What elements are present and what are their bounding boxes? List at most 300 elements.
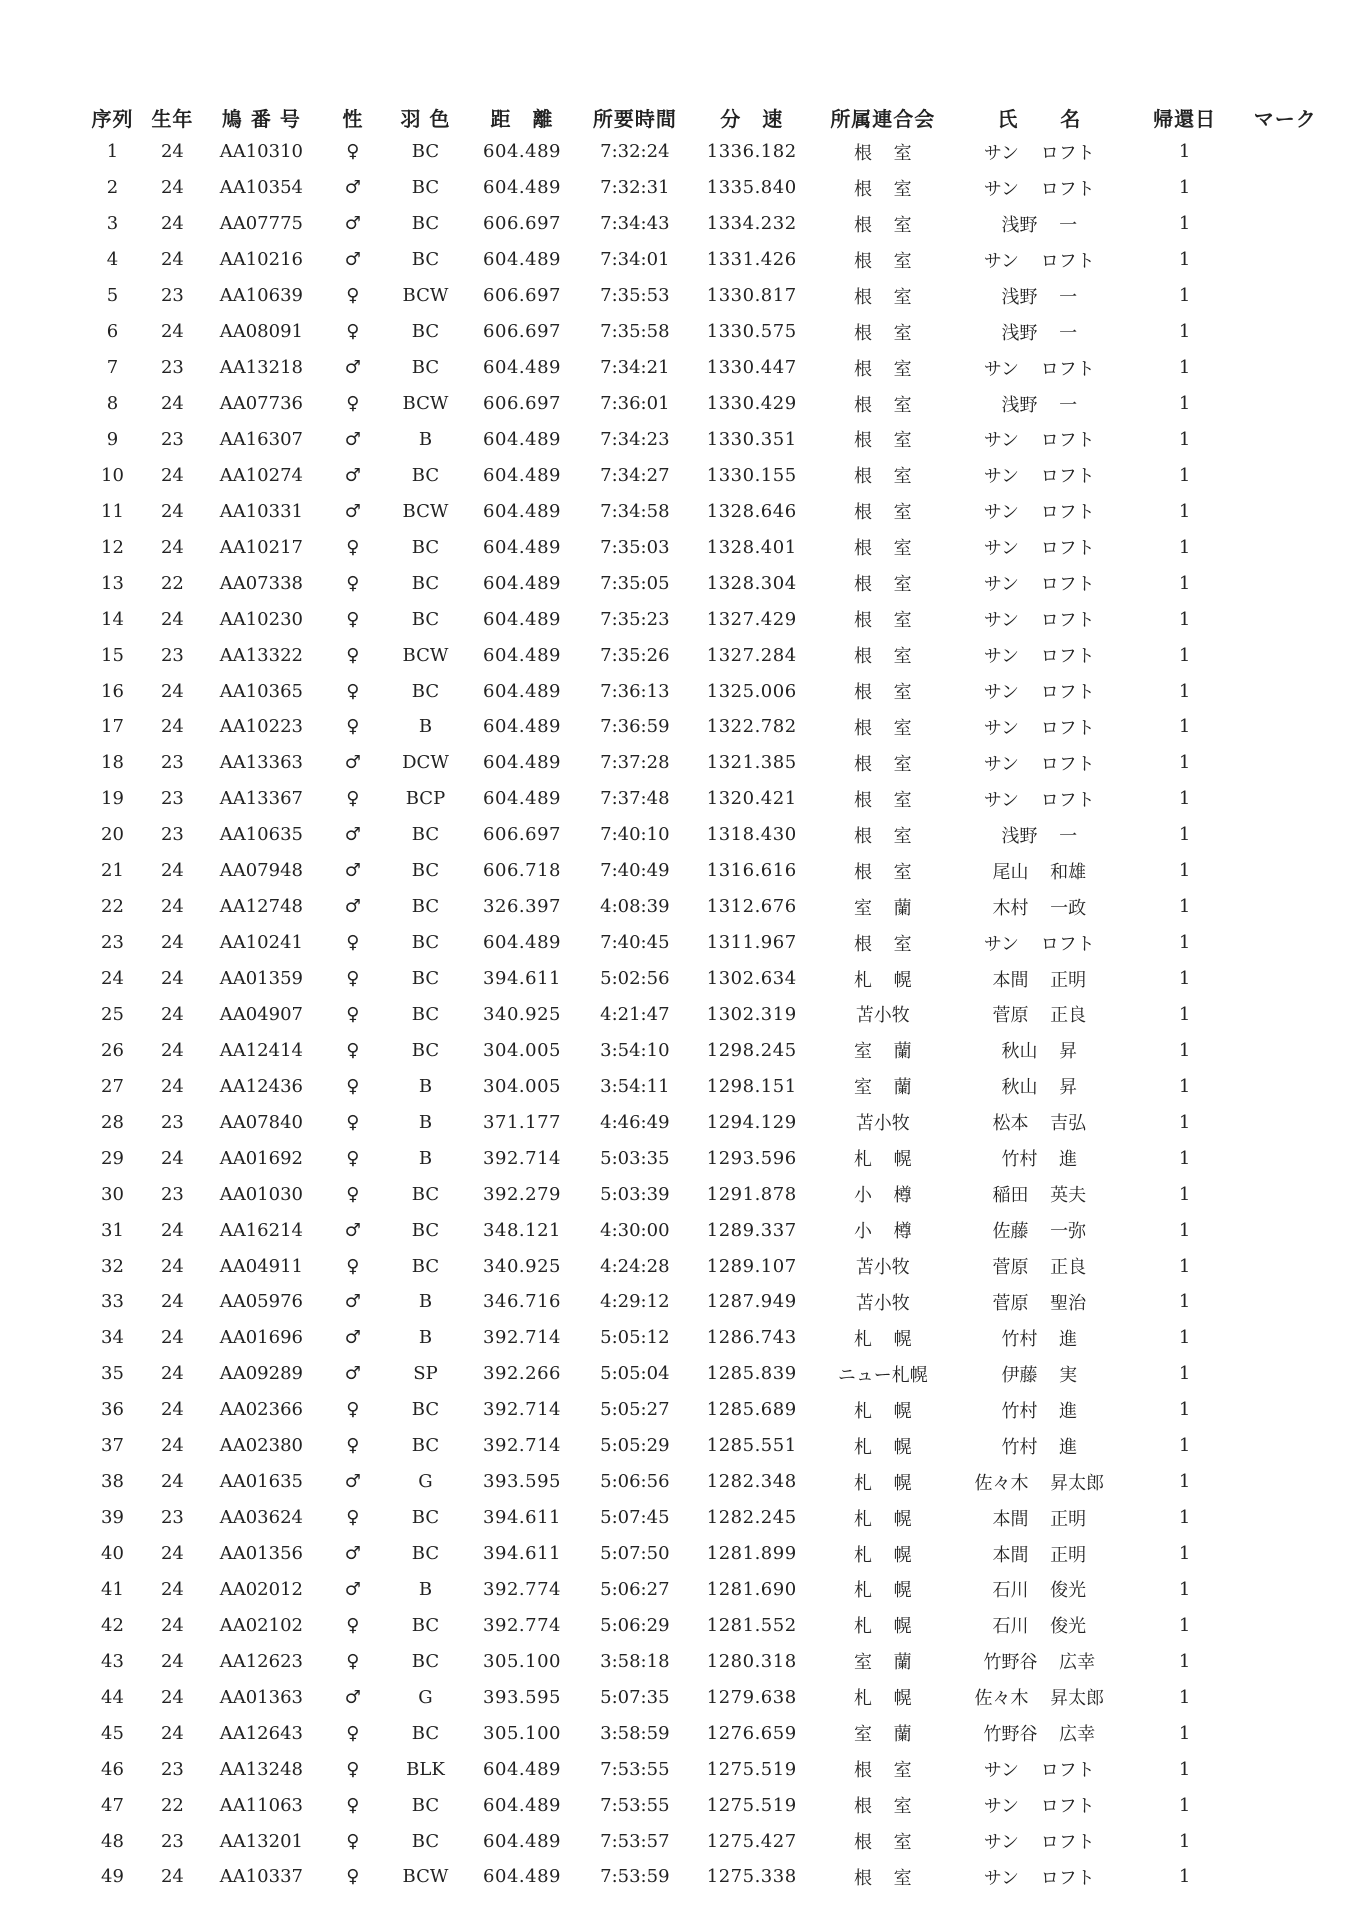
- distance-cell: 606.718: [483, 860, 561, 882]
- owner-name-cell: 稲田 英夫: [992, 1185, 1087, 1207]
- color-cell: BC: [411, 141, 440, 163]
- rank-cell: 22: [101, 896, 124, 918]
- mark-cell: [1245, 1032, 1326, 1068]
- color-cell: BC: [411, 1722, 440, 1744]
- federation-cell: 札 幌: [853, 1436, 912, 1458]
- band-number-cell: AA04907: [219, 1003, 303, 1025]
- color-cell: BC: [411, 1794, 440, 1816]
- table-row: [82, 1679, 1326, 1715]
- owner-name-cell: 佐々木 昇太郎: [974, 1688, 1105, 1710]
- band-number-cell: AA13322: [219, 644, 303, 666]
- band-number-cell: AA01030: [219, 1183, 303, 1205]
- return-day-cell: 1: [1178, 860, 1191, 882]
- return-day-cell: 1: [1178, 1866, 1191, 1888]
- rank-cell: 5: [106, 285, 119, 307]
- sex-cell: ♀: [346, 1758, 360, 1780]
- color-cell: BC: [411, 1039, 440, 1061]
- federation-cell: 小 樽: [853, 1185, 912, 1207]
- federation-cell: 根 室: [853, 1796, 912, 1818]
- speed-cell: 1330.429: [706, 393, 797, 415]
- owner-name-cell: 竹野谷 広幸: [983, 1724, 1096, 1746]
- owner-name-cell: 竹村 進: [1001, 1436, 1078, 1458]
- mark-cell: [1245, 1859, 1326, 1895]
- birth-year-cell: 24: [160, 213, 184, 235]
- color-cell: BC: [411, 1399, 440, 1421]
- band-number-cell: AA01359: [219, 968, 303, 990]
- speed-cell: 1335.840: [706, 177, 797, 199]
- band-number-cell: AA07775: [219, 213, 303, 235]
- federation-cell: 室 蘭: [853, 1652, 912, 1674]
- band-number-cell: AA12436: [219, 1075, 303, 1097]
- flight-time-cell: 7:36:01: [600, 393, 670, 415]
- birth-year-cell: 24: [160, 1363, 184, 1385]
- color-cell: BC: [411, 572, 440, 594]
- rank-cell: 36: [101, 1399, 124, 1421]
- color-cell: BC: [411, 680, 440, 702]
- table-row: [82, 1464, 1326, 1500]
- owner-name-cell: 石川 俊光: [992, 1616, 1087, 1638]
- table-row: [82, 745, 1326, 781]
- return-day-cell: 1: [1178, 464, 1191, 486]
- mark-cell: [1245, 134, 1326, 170]
- flight-time-cell: 7:34:43: [600, 213, 670, 235]
- federation-cell: 室 蘭: [853, 1077, 912, 1099]
- mark-cell: [1245, 350, 1326, 386]
- sex-cell: ♀: [346, 680, 360, 702]
- speed-cell: 1291.878: [706, 1183, 797, 1205]
- mark-cell: [1245, 1787, 1326, 1823]
- owner-name-cell: 秋山 昇: [1001, 1077, 1078, 1099]
- table-row: [82, 781, 1326, 817]
- distance-cell: 604.489: [483, 788, 561, 810]
- color-cell: BLK: [406, 1758, 445, 1780]
- mark-cell: [1245, 1176, 1326, 1212]
- color-cell: BC: [411, 1219, 440, 1241]
- mark-cell: [1245, 422, 1326, 458]
- header-mark: マーク: [1253, 106, 1317, 131]
- return-day-cell: 1: [1178, 896, 1191, 918]
- return-day-cell: 1: [1178, 1075, 1191, 1097]
- band-number-cell: AA10635: [219, 824, 303, 846]
- owner-name-cell: 菅原 正良: [992, 1257, 1087, 1279]
- header-rank: 序列: [91, 106, 134, 131]
- band-number-cell: AA10337: [219, 1866, 303, 1888]
- return-day-cell: 1: [1178, 249, 1191, 271]
- distance-cell: 340.925: [483, 1255, 561, 1277]
- flight-time-cell: 7:35:23: [600, 608, 670, 630]
- speed-cell: 1287.949: [706, 1291, 797, 1313]
- distance-cell: 604.489: [483, 608, 561, 630]
- sex-cell: ♀: [346, 536, 360, 558]
- mark-cell: [1245, 1248, 1326, 1284]
- return-day-cell: 1: [1178, 1722, 1191, 1744]
- table-row: [82, 1140, 1326, 1176]
- band-number-cell: AA10223: [219, 716, 303, 738]
- birth-year-cell: 24: [160, 321, 184, 343]
- distance-cell: 604.489: [483, 464, 561, 486]
- flight-time-cell: 5:07:35: [600, 1686, 670, 1708]
- return-day-cell: 1: [1178, 1686, 1191, 1708]
- sex-cell: ♂: [344, 1543, 361, 1565]
- color-cell: B: [418, 1075, 433, 1097]
- sex-cell: ♂: [344, 464, 361, 486]
- rank-cell: 30: [101, 1183, 124, 1205]
- rank-cell: 8: [106, 393, 119, 415]
- federation-cell: 札 幌: [853, 1616, 912, 1638]
- mark-cell: [1245, 1464, 1326, 1500]
- birth-year-cell: 24: [160, 1399, 184, 1421]
- table-row: [82, 1607, 1326, 1643]
- owner-name-cell: サン ロフト: [983, 142, 1095, 164]
- table-row: [82, 565, 1326, 601]
- distance-cell: 392.774: [483, 1578, 561, 1600]
- rank-cell: 6: [106, 321, 119, 343]
- birth-year-cell: 24: [160, 1003, 184, 1025]
- sex-cell: ♀: [346, 644, 360, 666]
- mark-cell: [1245, 386, 1326, 422]
- distance-cell: 606.697: [483, 824, 561, 846]
- birth-year-cell: 24: [160, 680, 184, 702]
- table-row: [82, 1859, 1326, 1895]
- birth-year-cell: 23: [160, 428, 184, 450]
- return-day-cell: 1: [1178, 141, 1191, 163]
- federation-cell: 苫小牧: [855, 1257, 910, 1279]
- distance-cell: 604.489: [483, 932, 561, 954]
- mark-cell: [1245, 673, 1326, 709]
- owner-name-cell: 浅野 一: [1001, 286, 1078, 308]
- distance-cell: 604.489: [483, 357, 561, 379]
- birth-year-cell: 24: [160, 500, 184, 522]
- sex-cell: ♀: [346, 1794, 360, 1816]
- sex-cell: ♀: [346, 716, 360, 738]
- flight-time-cell: 7:32:24: [600, 141, 670, 163]
- band-number-cell: AA02366: [219, 1399, 303, 1421]
- owner-name-cell: サン ロフト: [983, 250, 1095, 272]
- rank-cell: 46: [101, 1758, 124, 1780]
- owner-name-cell: サン ロフト: [983, 610, 1095, 632]
- return-day-cell: 1: [1178, 1363, 1191, 1385]
- return-day-cell: 1: [1178, 177, 1191, 199]
- band-number-cell: AA10365: [219, 680, 303, 702]
- flight-time-cell: 5:05:29: [600, 1435, 670, 1457]
- sex-cell: ♀: [346, 1003, 360, 1025]
- birth-year-cell: 24: [160, 536, 184, 558]
- rank-cell: 13: [101, 572, 124, 594]
- sex-cell: ♂: [344, 1471, 361, 1493]
- return-day-cell: 1: [1178, 1039, 1191, 1061]
- return-day-cell: 1: [1178, 500, 1191, 522]
- table-row: [82, 1715, 1326, 1751]
- federation-cell: 苫小牧: [855, 1005, 910, 1027]
- federation-cell: 根 室: [853, 358, 912, 380]
- speed-cell: 1280.318: [706, 1650, 797, 1672]
- birth-year-cell: 24: [160, 1075, 184, 1097]
- birth-year-cell: 24: [160, 1327, 184, 1349]
- return-day-cell: 1: [1178, 1291, 1191, 1313]
- flight-time-cell: 3:54:10: [600, 1039, 670, 1061]
- flight-time-cell: 4:46:49: [600, 1111, 670, 1133]
- flight-time-cell: 7:32:31: [600, 177, 670, 199]
- sex-cell: ♀: [346, 968, 360, 990]
- table-row: [82, 637, 1326, 673]
- federation-cell: 根 室: [853, 214, 912, 236]
- mark-cell: [1245, 1212, 1326, 1248]
- return-day-cell: 1: [1178, 824, 1191, 846]
- speed-cell: 1311.967: [706, 932, 797, 954]
- federation-cell: 根 室: [853, 861, 912, 883]
- return-day-cell: 1: [1178, 1183, 1191, 1205]
- rank-cell: 21: [101, 860, 124, 882]
- speed-cell: 1330.575: [706, 321, 797, 343]
- color-cell: BC: [411, 1543, 440, 1565]
- birth-year-cell: 24: [160, 896, 184, 918]
- color-cell: BC: [411, 464, 440, 486]
- flight-time-cell: 3:58:18: [600, 1650, 670, 1672]
- owner-name-cell: サン ロフト: [983, 1832, 1095, 1854]
- band-number-cell: AA10216: [219, 249, 303, 271]
- mark-cell: [1245, 601, 1326, 637]
- mark-cell: [1245, 1643, 1326, 1679]
- distance-cell: 604.489: [483, 249, 561, 271]
- federation-cell: 根 室: [853, 322, 912, 344]
- owner-name-cell: サン ロフト: [983, 1867, 1095, 1889]
- sex-cell: ♀: [346, 141, 360, 163]
- mark-cell: [1245, 709, 1326, 745]
- flight-time-cell: 5:07:50: [600, 1543, 670, 1565]
- distance-cell: 604.489: [483, 1758, 561, 1780]
- sex-cell: ♀: [346, 788, 360, 810]
- federation-cell: 札 幌: [853, 1544, 912, 1566]
- speed-cell: 1330.351: [706, 428, 797, 450]
- mark-cell: [1245, 817, 1326, 853]
- return-day-cell: 1: [1178, 1255, 1191, 1277]
- color-cell: BC: [411, 536, 440, 558]
- mark-cell: [1245, 1284, 1326, 1320]
- return-day-cell: 1: [1178, 932, 1191, 954]
- speed-cell: 1328.401: [706, 536, 797, 558]
- speed-cell: 1282.245: [706, 1507, 797, 1529]
- rank-cell: 42: [101, 1614, 124, 1636]
- distance-cell: 348.121: [483, 1219, 561, 1241]
- birth-year-cell: 24: [160, 608, 184, 630]
- distance-cell: 392.714: [483, 1147, 561, 1169]
- flight-time-cell: 5:05:12: [600, 1327, 670, 1349]
- sex-cell: ♂: [344, 177, 361, 199]
- table-row: [82, 1104, 1326, 1140]
- flight-time-cell: 5:06:27: [600, 1578, 670, 1600]
- header-federation: 所属連合会: [830, 106, 936, 131]
- table-row: [82, 1500, 1326, 1536]
- sex-cell: ♀: [346, 932, 360, 954]
- owner-name-cell: サン ロフト: [983, 502, 1095, 524]
- flight-time-cell: 5:03:35: [600, 1147, 670, 1169]
- distance-cell: 604.489: [483, 1794, 561, 1816]
- owner-name-cell: サン ロフト: [983, 1760, 1095, 1782]
- return-day-cell: 1: [1178, 1219, 1191, 1241]
- mark-cell: [1245, 1500, 1326, 1536]
- owner-name-cell: サン ロフト: [983, 178, 1095, 200]
- band-number-cell: AA13201: [219, 1830, 303, 1852]
- color-cell: B: [418, 1291, 433, 1313]
- flight-time-cell: 5:05:27: [600, 1399, 670, 1421]
- rank-cell: 29: [101, 1147, 124, 1169]
- federation-cell: 根 室: [853, 1832, 912, 1854]
- return-day-cell: 1: [1178, 1650, 1191, 1672]
- distance-cell: 606.697: [483, 393, 561, 415]
- band-number-cell: AA10331: [219, 500, 303, 522]
- birth-year-cell: 24: [160, 1650, 184, 1672]
- speed-cell: 1302.319: [706, 1003, 797, 1025]
- federation-cell: 札 幌: [853, 969, 912, 991]
- distance-cell: 604.489: [483, 572, 561, 594]
- return-day-cell: 1: [1178, 788, 1191, 810]
- color-cell: B: [418, 428, 433, 450]
- table-row: [82, 961, 1326, 997]
- speed-cell: 1327.284: [706, 644, 797, 666]
- mark-cell: [1245, 529, 1326, 565]
- return-day-cell: 1: [1178, 536, 1191, 558]
- speed-cell: 1285.689: [706, 1399, 797, 1421]
- distance-cell: 604.489: [483, 716, 561, 738]
- return-day-cell: 1: [1178, 1471, 1191, 1493]
- federation-cell: 室 蘭: [853, 1041, 912, 1063]
- band-number-cell: AA10230: [219, 608, 303, 630]
- federation-cell: 札 幌: [853, 1400, 912, 1422]
- birth-year-cell: 24: [160, 177, 184, 199]
- owner-name-cell: 本間 正明: [992, 969, 1087, 991]
- distance-cell: 392.774: [483, 1614, 561, 1636]
- flight-time-cell: 7:36:13: [600, 680, 670, 702]
- rank-cell: 3: [106, 213, 119, 235]
- mark-cell: [1245, 1068, 1326, 1104]
- birth-year-cell: 24: [160, 1471, 184, 1493]
- table-row: [82, 997, 1326, 1033]
- table-row: [82, 422, 1326, 458]
- federation-cell: 小 樽: [853, 1221, 912, 1243]
- rank-cell: 39: [101, 1507, 124, 1529]
- federation-cell: 根 室: [853, 502, 912, 524]
- table-row: [82, 1787, 1326, 1823]
- rank-cell: 9: [106, 428, 119, 450]
- flight-time-cell: 5:05:04: [600, 1363, 670, 1385]
- owner-name-cell: 竹野谷 広幸: [983, 1652, 1096, 1674]
- rank-cell: 17: [101, 716, 124, 738]
- flight-time-cell: 4:30:00: [600, 1219, 670, 1241]
- rank-cell: 28: [101, 1111, 124, 1133]
- flight-time-cell: 7:36:59: [600, 716, 670, 738]
- color-cell: BC: [411, 1003, 440, 1025]
- rank-cell: 31: [101, 1219, 124, 1241]
- birth-year-cell: 23: [160, 357, 184, 379]
- color-cell: BCW: [402, 285, 449, 307]
- flight-time-cell: 7:35:05: [600, 572, 670, 594]
- rank-cell: 49: [101, 1866, 124, 1888]
- table-row: [82, 206, 1326, 242]
- rank-cell: 27: [101, 1075, 124, 1097]
- distance-cell: 604.489: [483, 536, 561, 558]
- sex-cell: ♂: [344, 824, 361, 846]
- speed-cell: 1327.429: [706, 608, 797, 630]
- owner-name-cell: サン ロフト: [983, 1796, 1095, 1818]
- rank-cell: 24: [101, 968, 124, 990]
- color-cell: BC: [411, 1830, 440, 1852]
- table-row: [82, 1428, 1326, 1464]
- rank-cell: 10: [101, 464, 124, 486]
- speed-cell: 1275.519: [706, 1758, 797, 1780]
- federation-cell: 根 室: [853, 286, 912, 308]
- birth-year-cell: 23: [160, 824, 184, 846]
- return-day-cell: 1: [1178, 1543, 1191, 1565]
- birth-year-cell: 24: [160, 1543, 184, 1565]
- birth-year-cell: 24: [160, 860, 184, 882]
- table-row: [82, 242, 1326, 278]
- sex-cell: ♂: [344, 1291, 361, 1313]
- birth-year-cell: 24: [160, 716, 184, 738]
- rank-cell: 4: [106, 249, 119, 271]
- owner-name-cell: 本間 正明: [992, 1544, 1087, 1566]
- table-row: [82, 853, 1326, 889]
- birth-year-cell: 23: [160, 285, 184, 307]
- flight-time-cell: 7:40:49: [600, 860, 670, 882]
- sex-cell: ♂: [344, 1686, 361, 1708]
- return-day-cell: 1: [1178, 213, 1191, 235]
- sex-cell: ♀: [346, 1866, 360, 1888]
- federation-cell: 札 幌: [853, 1472, 912, 1494]
- federation-cell: 根 室: [853, 1760, 912, 1782]
- mark-cell: [1245, 889, 1326, 925]
- federation-cell: 根 室: [853, 825, 912, 847]
- color-cell: B: [418, 716, 433, 738]
- table-row: [82, 1751, 1326, 1787]
- speed-cell: 1331.426: [706, 249, 797, 271]
- color-cell: BC: [411, 213, 440, 235]
- rank-cell: 44: [101, 1686, 124, 1708]
- band-number-cell: AA16214: [219, 1219, 303, 1241]
- color-cell: BC: [411, 1183, 440, 1205]
- header-row: [82, 100, 1326, 134]
- sex-cell: ♂: [344, 1578, 361, 1600]
- owner-name-cell: 石川 俊光: [992, 1580, 1087, 1602]
- speed-cell: 1281.690: [706, 1578, 797, 1600]
- band-number-cell: AA03624: [219, 1507, 303, 1529]
- distance-cell: 305.100: [483, 1650, 561, 1672]
- color-cell: BCW: [402, 500, 449, 522]
- band-number-cell: AA10217: [219, 536, 303, 558]
- owner-name-cell: 竹村 進: [1001, 1149, 1078, 1171]
- rank-cell: 12: [101, 536, 124, 558]
- table-row: [82, 1320, 1326, 1356]
- federation-cell: 根 室: [853, 178, 912, 200]
- flight-time-cell: 7:34:21: [600, 357, 670, 379]
- speed-cell: 1336.182: [706, 141, 797, 163]
- rank-cell: 41: [101, 1578, 124, 1600]
- speed-cell: 1298.245: [706, 1039, 797, 1061]
- mark-cell: [1245, 961, 1326, 997]
- distance-cell: 604.489: [483, 752, 561, 774]
- mark-cell: [1245, 925, 1326, 961]
- color-cell: BC: [411, 1507, 440, 1529]
- owner-name-cell: 浅野 一: [1001, 322, 1078, 344]
- birth-year-cell: 23: [160, 1758, 184, 1780]
- owner-name-cell: 菅原 正良: [992, 1005, 1087, 1027]
- color-cell: BCP: [405, 788, 446, 810]
- table-row: [82, 1356, 1326, 1392]
- distance-cell: 393.595: [483, 1686, 561, 1708]
- color-cell: G: [418, 1686, 433, 1708]
- birth-year-cell: 24: [160, 1219, 184, 1241]
- header-return-day: 帰還日: [1153, 106, 1217, 131]
- table-row: [82, 889, 1326, 925]
